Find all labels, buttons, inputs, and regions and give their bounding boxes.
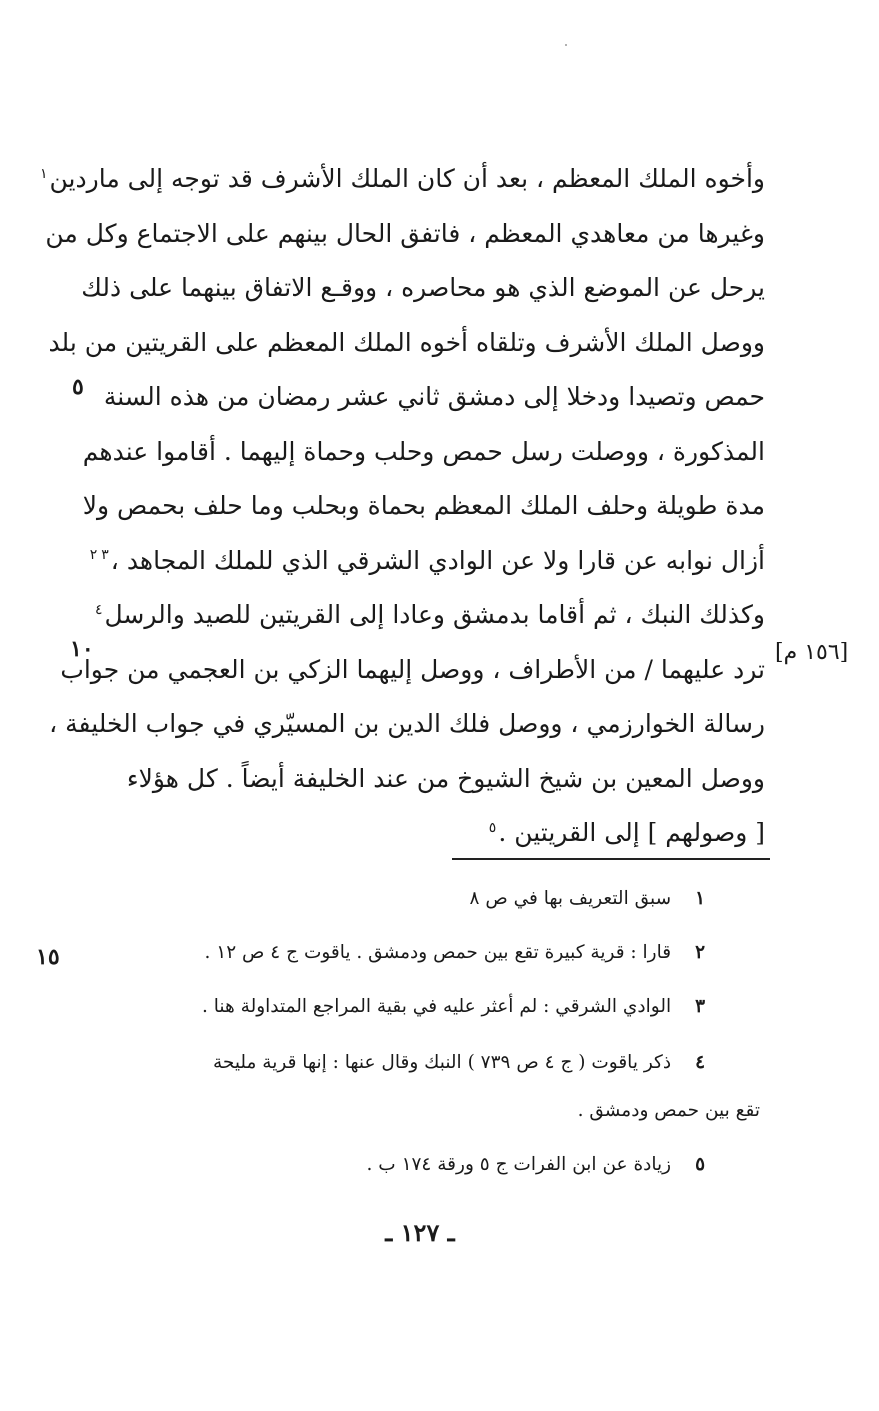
footnote-separator <box>452 858 770 860</box>
body-line-2: وغيرها من معاهدي المعظم ، فاتفق الحال بينهم على الاجتماع وكل من <box>45 218 765 248</box>
body-line-3: يرحل عن الموضع الذي هو محاصره ، ووقـع الاتفاق بينهما على ذلك <box>81 273 765 302</box>
body-line-6: المذكورة ، ووصلت رسل حمص وحلب وحماة إليهما . أقاموا عندهم <box>82 436 765 466</box>
body-line-11: رسالة الخوارزمي ، ووصل فلك الدين بن المسيّري في جواب الخليفة ، <box>49 709 765 738</box>
footnote-text: قارا : قرية كبيرة تقع بين حمص ودمشق . ياقوت ج ٤ ص ١٢ . <box>204 942 672 963</box>
line-number-10: ١٠ <box>70 636 94 662</box>
footnote-text: سبق التعريف بها في ص ٨ <box>469 888 672 909</box>
footnote-text: ذكر ياقوت ( ج ٤ ص ٧٣٩ ) النبك وقال عنها : إنها قرية مليحة <box>212 1052 672 1073</box>
body-line-8: أزال نوابه عن قارا ولا عن الوادي الشرقي الذي للملك المجاهد ،$^٢$ $^٣$ <box>89 545 765 575</box>
line-number-15: ١٥ <box>36 944 60 970</box>
footnote-number: ٢ <box>695 942 705 963</box>
footnote-ref-3: ٣ <box>101 547 109 564</box>
page-number: ـ ١٢٧ ـ <box>385 1218 455 1247</box>
body-line-12: ووصل المعين بن شيخ الشيوخ من عند الخليفة أيضاً . كل هؤلاء <box>126 763 765 793</box>
manuscript-folio-marker: [١٥٦ م] <box>775 640 849 665</box>
body-line-1: وأخوه الملك المعظم ، بعد أن كان الملك الأشرف قد توجه إلى ماردين$^١$ <box>40 164 765 193</box>
footnote-text: زيادة عن ابن الفرات ج ٥ ورقة ١٧٤ ب . <box>366 1154 672 1175</box>
body-line-13: [ وصولهم ] إلى القريتين .$^٥$ <box>488 818 765 847</box>
line-number-5: ٥ <box>72 374 84 400</box>
footnote-ref-1: ١ <box>40 165 48 182</box>
body-line-10: ترد عليهما / من الأطراف ، ووصل إليهما الزكي بن العجمي من جواب <box>60 654 765 684</box>
footnote-ref-5: ٥ <box>488 819 497 836</box>
body-line-4: ووصل الملك الأشرف وتلقاه أخوه الملك المعظم على القريتين من بلد <box>48 327 765 357</box>
footnote-number: ٤ <box>695 1052 705 1073</box>
footnote-1 <box>470 886 705 912</box>
footnote-text: الوادي الشرقي : لم أعثر عليه في بقية المراجع المتداولة هنا . <box>202 996 672 1017</box>
footnote-3 <box>202 994 705 1020</box>
scan-speck <box>565 44 567 46</box>
footnote-2 <box>205 940 705 966</box>
body-line-9: وكذلك النبك ، ثم أقاما بدمشق وعادا إلى القريتين للصيد والرسل$^٤$ <box>94 600 765 629</box>
footnote-5 <box>367 1152 706 1178</box>
footnote-ref-2: ٢ <box>89 547 98 564</box>
footnote-number: ١ <box>695 888 705 909</box>
footnote-number: ٥ <box>695 1154 705 1175</box>
footnote-number: ٣ <box>695 996 705 1017</box>
footnote-4 <box>213 1050 705 1076</box>
body-line-5: حمص وتصيدا ودخلا إلى دمشق ثاني عشر رمضان من هذه السنة <box>103 382 765 411</box>
body-line-7: مدة طويلة وحلف الملك المعظم بحماة وبحلب وما حلف بحمص ولا <box>82 491 765 520</box>
footnote-ref-4: ٤ <box>94 601 103 618</box>
footnote-4-continuation: تقع بين حمص ودمشق . <box>577 1100 760 1121</box>
